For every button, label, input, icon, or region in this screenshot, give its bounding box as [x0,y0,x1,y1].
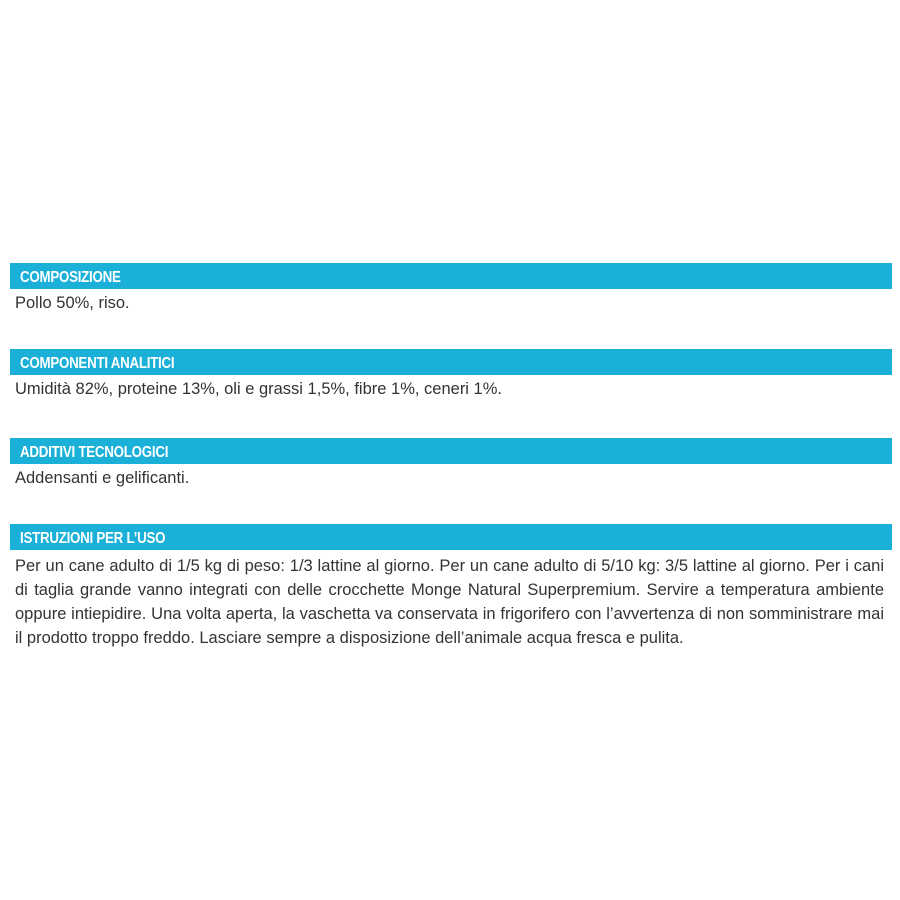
analytical-components-header [10,349,892,375]
instructions-title: ISTRUZIONI PER L’USO [20,530,166,547]
product-info-sheet [10,263,892,650]
technological-additives-text: Addensanti e gelificanti. [15,469,190,487]
composition-header [10,263,892,289]
instructions-header [10,524,892,550]
composition-text: Pollo 50%, riso. [15,294,130,312]
instructions-text: Per un cane adulto di 1/5 kg di peso: 1/3 lattine al giorno. Per un cane adulto di 5/10 kg: 3/5 lattine al giorno. Per i cani di taglia grande vanno integrati con delle crocchette Monge Natural Superpremium. Servire a temperatura ambiente oppure intiepidire. Una volta aperta, la vaschetta va conservata in frigorifero con l’avvertenza di non somministrare mai il prodotto troppo freddo. Lasciare sempre a disposizione dell’animale acqua fresca e pulita. [15,557,884,647]
technological-additives-header [10,438,892,464]
analytical-components-title: COMPONENTI ANALITICI [20,355,175,372]
technological-additives-title: ADDITIVI TECNOLOGICI [20,444,169,461]
composition-title: COMPOSIZIONE [20,269,121,286]
analytical-components-text: Umidità 82%, proteine 13%, oli e grassi 1,5%, fibre 1%, ceneri 1%. [15,380,502,398]
